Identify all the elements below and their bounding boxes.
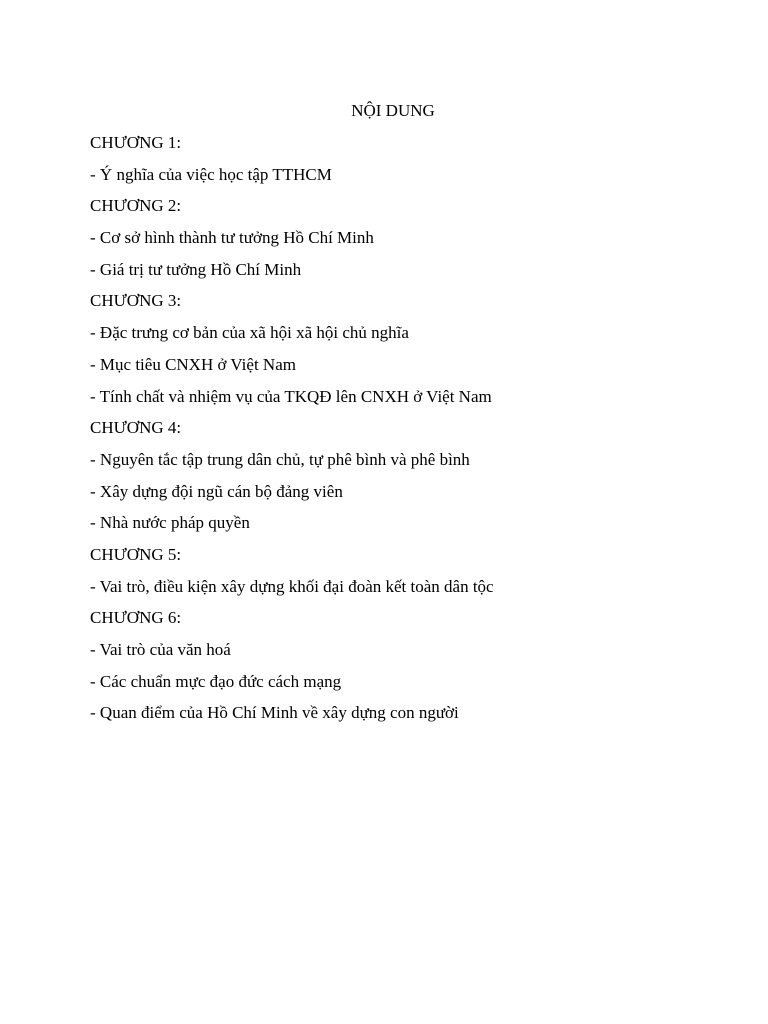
list-item: - Đặc trưng cơ bản của xã hội xã hội chủ nghĩa: [90, 323, 409, 343]
list-item: - Quan điểm của Hồ Chí Minh về xây dựng con người: [90, 703, 459, 723]
list-item: - Mục tiêu CNXH ở Việt Nam: [90, 354, 296, 374]
chapter-heading-2: CHƯƠNG 2:: [90, 196, 182, 216]
list-item: - Nhà nước pháp quyền: [90, 513, 250, 533]
list-item: - Các chuẩn mực đạo đức cách mạng: [90, 671, 342, 691]
list-item: - Vai trò, điều kiện xây dựng khối đại đoàn kết toàn dân tộc: [90, 576, 494, 596]
list-item: - Nguyên tắc tập trung dân chủ, tự phê bình và phê bình: [90, 449, 470, 469]
list-item: - Ý nghĩa của việc học tập TTHCM: [90, 164, 332, 184]
list-item: - Giá trị tư tưởng Hồ Chí Minh: [90, 259, 302, 279]
page-title: NỘI DUNG: [351, 101, 435, 120]
list-item: - Tính chất và nhiệm vụ của TKQĐ lên CNXH ở Việt Nam: [90, 386, 492, 406]
document-body: [90, 131, 730, 733]
list-item: - Vai trò của văn hoá: [90, 640, 231, 659]
chapter-heading-1: CHƯƠNG 1:: [90, 133, 182, 152]
list-item: - Xây dựng đội ngũ cán bộ đảng viên: [90, 481, 343, 501]
chapter-heading-4: CHƯƠNG 4:: [90, 418, 182, 438]
chapter-heading-6: CHƯƠNG 6:: [90, 608, 182, 628]
chapter-heading-3: CHƯƠNG 3:: [90, 291, 182, 311]
chapter-heading-5: CHƯƠNG 5:: [90, 544, 182, 564]
list-item: - Cơ sở hình thành tư tưởng Hồ Chí Minh: [90, 228, 374, 248]
